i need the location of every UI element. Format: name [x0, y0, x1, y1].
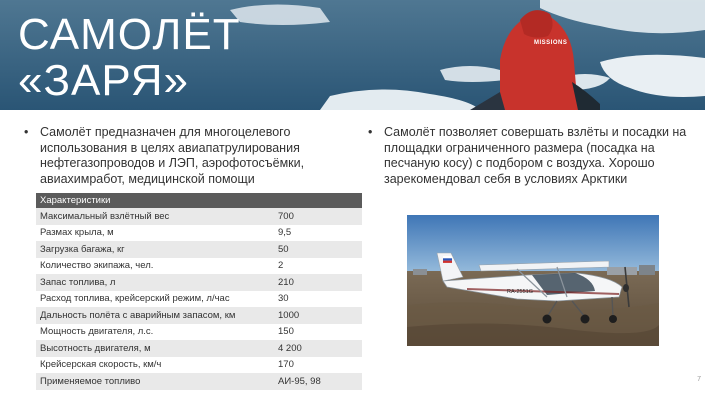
spec-label: Запас топлива, л — [36, 274, 274, 291]
spec-value: 170 — [274, 357, 362, 374]
spec-label: Крейсерская скорость, км/ч — [36, 357, 274, 374]
left-bullet — [24, 125, 340, 187]
title-line-1: САМОЛЁТ — [18, 10, 241, 59]
spec-value: 4 200 — [274, 340, 362, 357]
table-row — [36, 208, 362, 225]
spec-label: Расход топлива, крейсерский режим, л/час — [36, 291, 274, 308]
spec-value: 210 — [274, 274, 362, 291]
table-header: Характеристики — [36, 193, 362, 208]
right-bullet — [368, 125, 702, 187]
table-row — [36, 307, 362, 324]
table-row — [36, 373, 362, 390]
table-body — [36, 208, 362, 390]
spec-value: 2 — [274, 258, 362, 275]
table-row — [36, 274, 362, 291]
slide-title — [18, 12, 241, 104]
spec-label: Максимальный взлётный вес — [36, 208, 274, 225]
table-row — [36, 241, 362, 258]
spec-value: 700 — [274, 208, 362, 225]
registration-text: RA-2551G — [507, 289, 533, 295]
left-bullet-text: Самолёт предназначен для многоцелевого использования в целях авиапатрулирования нефтегазопроводов и ЛЭП, аэрофотосъёмки, авиахимработ, медицинской помощи — [40, 125, 305, 186]
spec-value: 150 — [274, 324, 362, 341]
spec-value: 30 — [274, 291, 362, 308]
spec-label: Применяемое топливо — [36, 373, 274, 390]
spec-label: Дальность полёта с аварийным запасом, км — [36, 307, 274, 324]
spec-value: АИ-95, 98 — [274, 373, 362, 390]
table-row — [36, 324, 362, 341]
table-row — [36, 258, 362, 275]
spec-label: Загрузка багажа, кг — [36, 241, 274, 258]
spec-value: 1000 — [274, 307, 362, 324]
title-line-2: «ЗАРЯ» — [18, 56, 190, 105]
spec-label: Количество экипажа, чел. — [36, 258, 274, 275]
spec-value: 50 — [274, 241, 362, 258]
page-number: 7 — [697, 376, 701, 383]
table-row — [36, 340, 362, 357]
right-bullet-text: Самолёт позволяет совершать взлёты и посадки на площадки ограниченного размера (посадка на песчаную косу) с подбором с воздуха. Хорошо зарекомендовал себя в условиях Арктики — [384, 125, 687, 186]
airplane-photo — [407, 215, 659, 346]
bullet-marker: • — [368, 125, 373, 139]
jacket-text: MISSIONS — [534, 40, 568, 46]
hero-banner — [0, 0, 705, 110]
spec-label: Размах крыла, м — [36, 225, 274, 242]
bullet-marker: • — [24, 125, 29, 139]
spec-label: Мощность двигателя, л.с. — [36, 324, 274, 341]
spec-value: 9,5 — [274, 225, 362, 242]
table-row — [36, 225, 362, 242]
spec-label: Высотность двигателя, м — [36, 340, 274, 357]
specifications-table — [36, 193, 362, 390]
table-row — [36, 291, 362, 308]
table-row — [36, 357, 362, 374]
